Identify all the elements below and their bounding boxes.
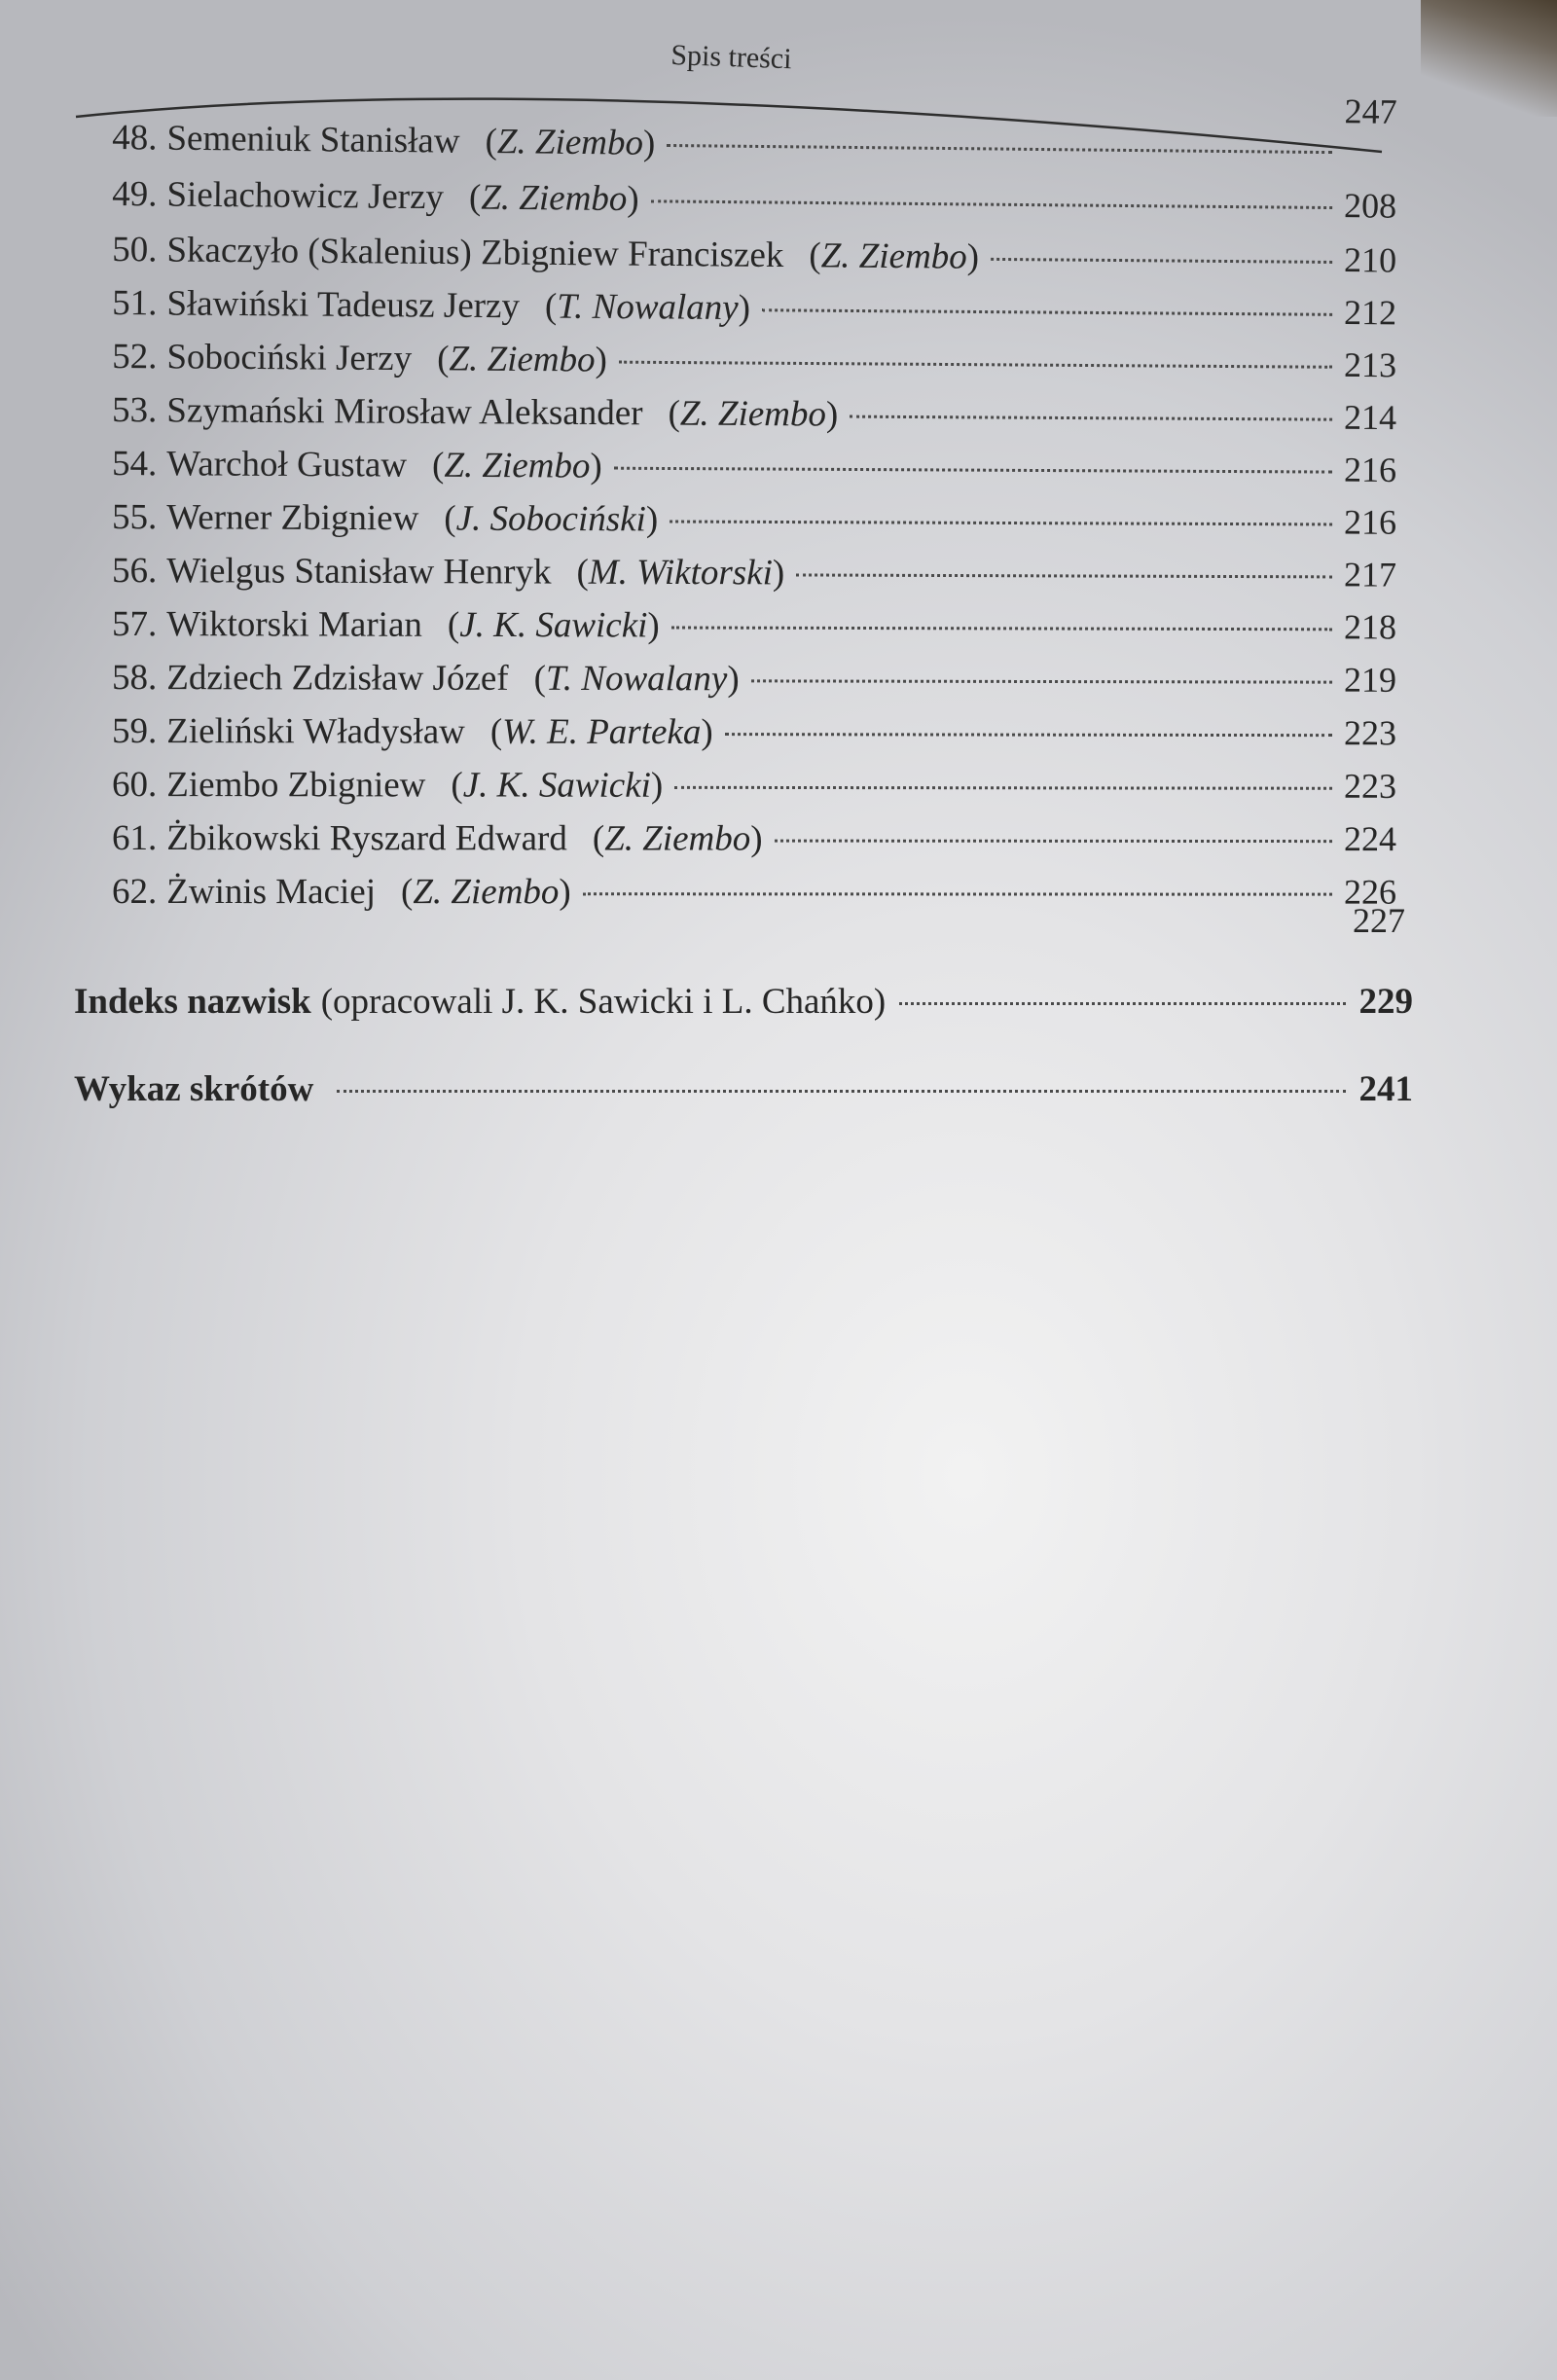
- toc-entry-48: 48. Semeniuk Stanisław ( Z. Ziembo ) 247: [112, 91, 1397, 163]
- toc-entry-51: 51. Sławiński Tadeusz Jerzy ( T. Nowalany ) 212: [112, 283, 1397, 333]
- entry-page-number: 212: [1343, 292, 1397, 333]
- entry-page-number: 223: [1344, 766, 1397, 806]
- toc-entry-59: 59. Zieliński Władysław ( W. E. Parteka ) 223: [112, 711, 1397, 753]
- entry-name: Zieliński Władysław: [166, 711, 465, 752]
- index-subtitle: (opracowali J. K. Sawicki i L. Chańko): [320, 982, 887, 1022]
- toc-entry-61: 61. Żbikowski Ryszard Edward ( Z. Ziembo ) 224: [112, 818, 1397, 859]
- trailing-page-number: 227: [1353, 901, 1405, 940]
- entry-name: Wielgus Stanisław Henryk: [166, 551, 552, 593]
- entry-number: 58.: [112, 658, 158, 699]
- entry-number: 48.: [112, 118, 158, 159]
- index-title: Indeks nazwisk: [74, 982, 311, 1022]
- entry-author: T. Nowalany: [545, 658, 728, 700]
- entry-page-number: 247: [1344, 91, 1397, 131]
- dot-leader: [674, 786, 1332, 790]
- abbreviations-section-entry: [74, 1068, 1413, 1110]
- toc-trailing-page-number: [1353, 900, 1405, 941]
- entry-number: 55.: [112, 497, 158, 538]
- dot-leader: [796, 573, 1332, 578]
- dot-leader: [671, 627, 1332, 631]
- dot-leader: [775, 840, 1332, 844]
- dot-leader: [651, 199, 1332, 209]
- entry-name: Żbikowski Ryszard Edward: [166, 818, 567, 859]
- dot-leader: [614, 467, 1332, 474]
- entry-author: J. K. Sawicki: [459, 604, 648, 646]
- toc-entry-50: 50. Skaczyło (Skalenius) Zbigniew Franciszek ( Z. Ziembo ) 210: [112, 230, 1397, 280]
- dot-leader: [751, 679, 1332, 683]
- dot-leader: [762, 308, 1332, 316]
- entry-name: Ziembo Zbigniew: [166, 765, 426, 806]
- entry-author: J. K. Sawicki: [462, 765, 651, 806]
- entry-author: Z. Ziembo: [679, 393, 827, 435]
- toc-entry-49: 49. Sielachowicz Jerzy ( Z. Ziembo ) 208: [112, 174, 1397, 226]
- toc-entry-62: 62. Żwinis Maciej ( Z. Ziembo ) 226: [112, 872, 1397, 913]
- entry-page-number: 226: [1344, 872, 1397, 912]
- entry-author: J. Sobociński: [455, 498, 646, 540]
- dot-leader: [991, 258, 1332, 264]
- entry-name: Zdziech Zdzisław Józef: [166, 658, 509, 699]
- entry-page-number: 223: [1344, 713, 1397, 753]
- entry-number: 54.: [112, 444, 158, 485]
- entry-name: Werner Zbigniew: [166, 497, 419, 539]
- toc-entry-56: 56. Wielgus Stanisław Henryk ( M. Wiktorski ) 217: [112, 551, 1397, 595]
- entry-page-number: 214: [1343, 397, 1397, 438]
- toc-entry-52: 52. Sobociński Jerzy ( Z. Ziembo ) 213: [112, 337, 1397, 385]
- dot-leader: [619, 361, 1332, 369]
- entry-number: 50.: [112, 230, 158, 270]
- entry-number: 52.: [112, 337, 158, 378]
- entry-page-number: 216: [1343, 450, 1397, 489]
- entry-author: Z. Ziembo: [820, 235, 967, 277]
- entry-number: 57.: [112, 604, 158, 645]
- entry-author: T. Nowalany: [557, 286, 739, 329]
- entry-author: Z. Ziembo: [604, 818, 751, 859]
- dot-leader: [667, 144, 1332, 154]
- entry-name: Żwinis Maciej: [166, 872, 377, 913]
- entry-page-number: 210: [1343, 240, 1397, 280]
- index-section-entry: [74, 981, 1413, 1023]
- toc-entry-54: 54. Warchoł Gustaw ( Z. Ziembo ) 216: [112, 444, 1397, 489]
- entry-page-number: 216: [1343, 502, 1397, 542]
- entry-number: 51.: [112, 283, 158, 324]
- entry-name: Sławiński Tadeusz Jerzy: [166, 283, 521, 327]
- entry-author: Z. Ziembo: [449, 339, 596, 380]
- abbreviations-title: Wykaz skrótów: [74, 1069, 314, 1109]
- entry-author: W. E. Parteka: [502, 711, 702, 753]
- entry-author: Z. Ziembo: [444, 445, 591, 487]
- entry-name: Szymański Mirosław Aleksander: [166, 390, 643, 434]
- toc-entry-60: 60. Ziembo Zbigniew ( J. K. Sawicki ) 223: [112, 765, 1397, 806]
- dot-leader: [583, 892, 1332, 895]
- entry-number: 62.: [112, 872, 158, 913]
- entry-name: Sobociński Jerzy: [166, 337, 413, 379]
- entry-name: Wiktorski Marian: [166, 604, 422, 645]
- dot-leader: [337, 1090, 1345, 1093]
- toc-entry-57: 57. Wiktorski Marian ( J. K. Sawicki ) 218: [112, 604, 1397, 647]
- entry-name: Warchoł Gustaw: [166, 444, 408, 486]
- dot-leader: [850, 415, 1332, 421]
- toc-entry-55: 55. Werner Zbigniew ( J. Sobociński ) 216: [112, 497, 1397, 542]
- dot-leader: [899, 1002, 1345, 1005]
- entry-number: 53.: [112, 390, 158, 431]
- toc-entry-53: 53. Szymański Mirosław Aleksander ( Z. Ziembo ) 214: [112, 390, 1397, 438]
- entry-page-number: 218: [1344, 607, 1397, 647]
- entry-number: 49.: [112, 174, 158, 215]
- entry-author: Z. Ziembo: [481, 177, 628, 220]
- index-page-number: 229: [1358, 982, 1413, 1022]
- dot-leader: [725, 733, 1332, 737]
- running-head: Spis treści: [670, 39, 793, 76]
- entry-number: 61.: [112, 818, 158, 859]
- entry-author: Z. Ziembo: [413, 872, 560, 913]
- entry-author: Z. Ziembo: [496, 122, 644, 163]
- dot-leader: [670, 521, 1332, 526]
- entry-page-number: 224: [1344, 819, 1397, 859]
- toc-entry-58: 58. Zdziech Zdzisław Józef ( T. Nowalany ) 219: [112, 658, 1397, 700]
- entry-name: Sielachowicz Jerzy: [166, 174, 445, 218]
- entry-number: 59.: [112, 711, 158, 752]
- entry-name: Semeniuk Stanisław: [166, 118, 460, 162]
- entry-page-number: 208: [1343, 186, 1397, 226]
- entry-number: 56.: [112, 551, 158, 592]
- entry-number: 60.: [112, 765, 158, 806]
- entry-author: M. Wiktorski: [588, 552, 773, 594]
- entry-page-number: 219: [1344, 660, 1397, 700]
- abbreviations-page-number: 241: [1358, 1069, 1413, 1109]
- entry-name: Skaczyło (Skalenius) Zbigniew Franciszek: [166, 230, 784, 276]
- entry-page-number: 217: [1343, 555, 1397, 595]
- entry-page-number: 213: [1343, 344, 1397, 385]
